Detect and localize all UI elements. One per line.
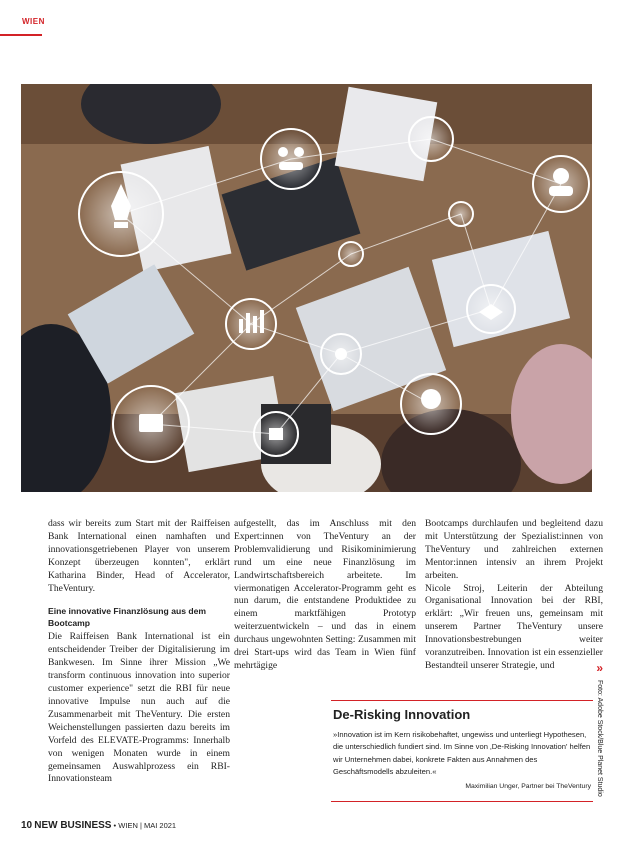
footer-separator: • (113, 821, 117, 830)
paragraph: Die Raiffeisen Bank International ist ein entscheidender Treiber der Digitalisierung im Bankwesen. Im Sinne ihrer Mission „We transform continuous innovation into superior customer experience" setzt die RBI für neue innovative Impulse nun auch auf die Zusammenarbeit mit TheVentury. Die ersten Weichenstellungen passierten dazu bereits im Vorfeld des ELEVATE-Programms: Innerhalb von wenigen Monaten wurde in einem gemeinsamen Auswahlprozess ein RBI-Innovationsteam (48, 631, 230, 785)
text-column-1 (48, 518, 230, 786)
photo-credit: Foto: Adobe Stock/Blue Planet Studio (596, 680, 603, 797)
header-photo (21, 84, 592, 492)
paragraph: aufgestellt, das im Anschluss mit den Expert:innen von TheVentury an der Problemvalidierung und Risikominimierung rund um eine neue Finanzlösung im Landwirtschaftsbereich arbeitete. Im viermonatigen Accelerator-Programm geht es nun darum, die entstandene Produktidee zu einem marktfähigen Prototyp weiterzuentwickeln – und das in einem durchaus ungewohnten Setting: Zusammen mit drei Start-ups wird das Team in Wien fünf mehrtägige (234, 518, 416, 671)
quote-text: »Innovation ist im Kern risikobehaftet, ungewiss und unterliegt Hypothesen, die unterschiedlich fundiert sind. Im Sinne von ‚De-Risking Innovation' helfen wir Unternehmen dabei, konkrete Fakten aus Annahmen des Geschäftsmodells abzuleiten.« (333, 730, 591, 777)
subheading: Eine innovative Finanzlösung aus dem Bootcamp (48, 606, 207, 629)
page-number: 10 (21, 820, 33, 831)
paragraph: Bootcamps durchlaufen und begleitend dazu mit Unterstützung der Spezialist:innen von TheVentury und zahlreichen externen Mentor:innen intensiv an ihrem Projekt arbeiten. (425, 518, 603, 581)
continue-arrow-icon: » (596, 661, 603, 675)
quote-box (331, 700, 593, 802)
paragraph: Nicole Stroj, Leiterin der Abteilung Organisational Innovation bei der RBI, erklärt: „Wir freuen uns, gemeinsam mit unserem Partner TheVentury unsere Innovationsbestrebungen weiter voranzutreiben. Innovation ist ein essenzieller Bestandteil unserer Strategie, und (425, 582, 603, 671)
page-footer (21, 820, 176, 831)
magazine-name: NEW BUSINESS (34, 820, 112, 831)
text-column-2 (234, 518, 416, 673)
section-tag (0, 10, 45, 36)
paragraph: dass wir bereits zum Start mit der Raiffeisen Bank International einen namhaften und innovationsgetriebenen Player von unserem Konzept überzeugen konnten", erklärt Katharina Binder, Head of Accelerator, TheVentury. (48, 518, 230, 594)
footer-issue: | MAI 2021 (139, 821, 177, 830)
text-column-3 (425, 518, 603, 673)
section-label: WIEN (22, 17, 45, 26)
business-meeting-illustration (21, 84, 592, 492)
footer-edition: WIEN (118, 821, 138, 830)
quote-box-title: De-Risking Innovation (333, 707, 471, 722)
quote-author: Maximilian Unger, Partner bei TheVentury (465, 783, 591, 790)
